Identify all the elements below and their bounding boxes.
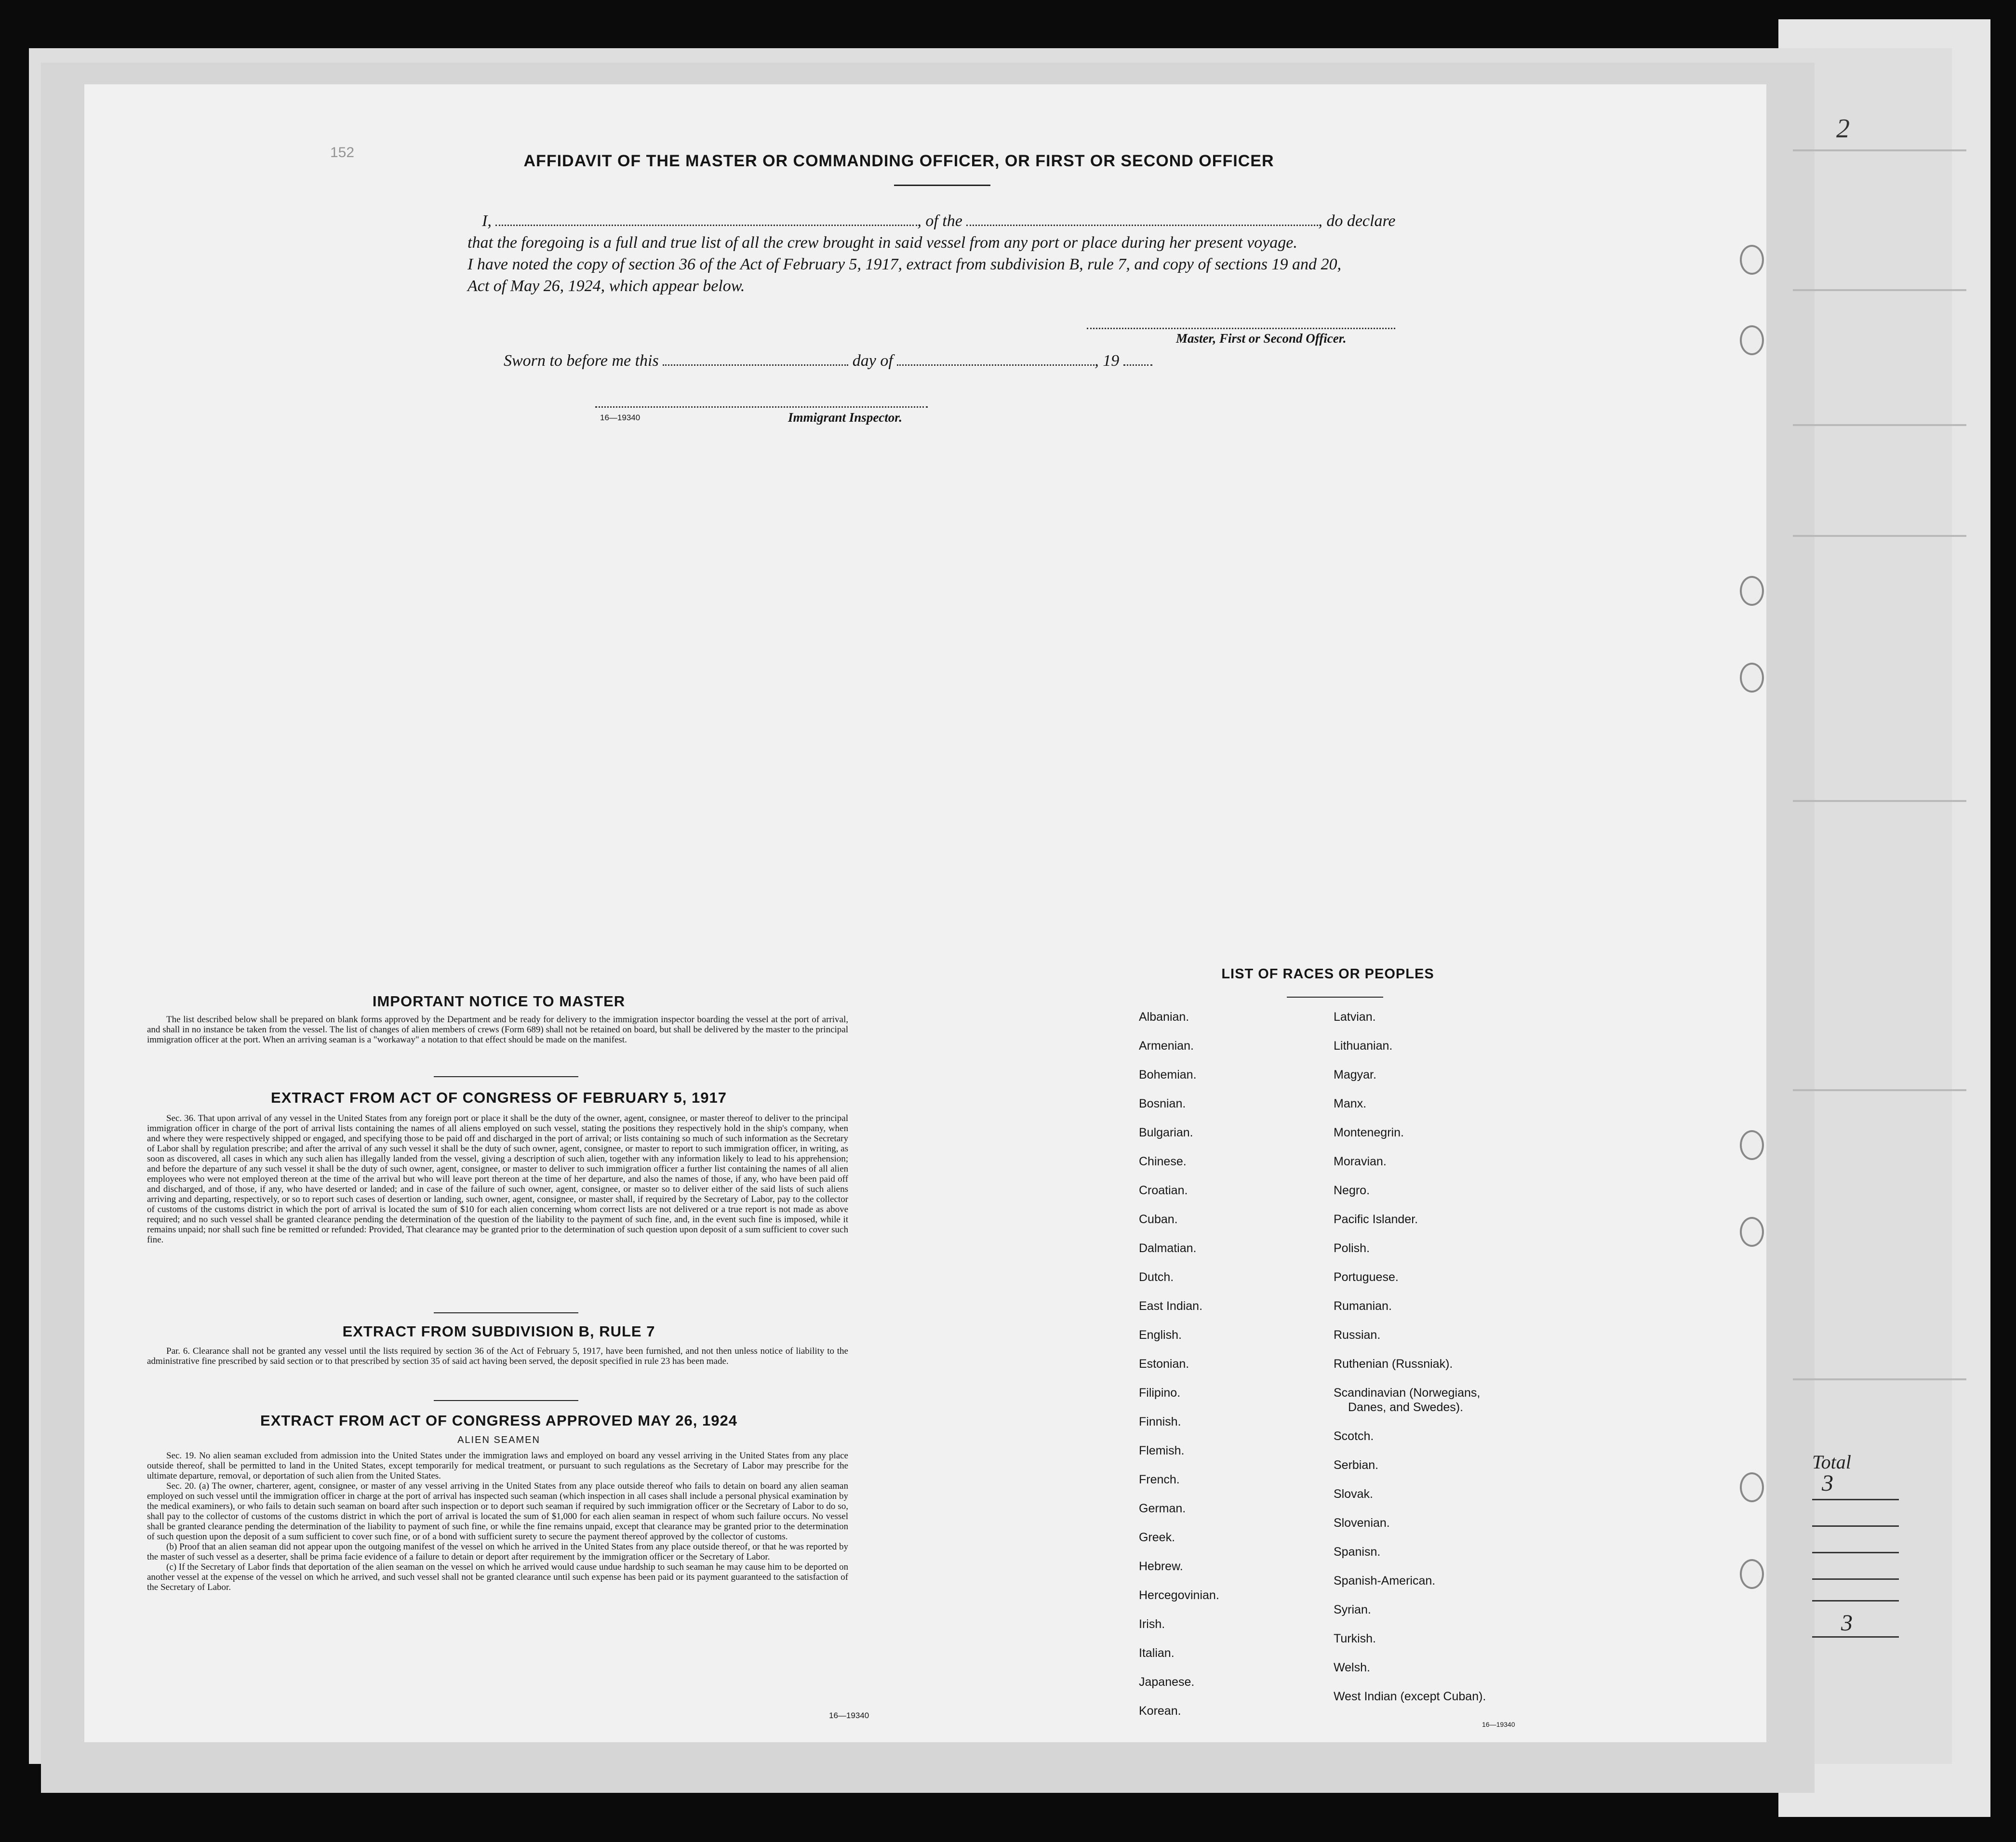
race-item: Danes, and Swedes).: [1348, 1401, 1464, 1414]
name-blank[interactable]: [495, 225, 917, 226]
affidavit-line-4: Act of May 26, 1924, which appear below.: [467, 277, 745, 295]
race-item: Bosnian.: [1139, 1097, 1186, 1110]
race-item: Filipino.: [1139, 1386, 1181, 1400]
race-item: Manx.: [1334, 1097, 1367, 1110]
tally-line: [1812, 1600, 1899, 1602]
race-item: Rumanian.: [1334, 1299, 1392, 1313]
race-item: Dalmatian.: [1139, 1241, 1197, 1255]
race-item: Welsh.: [1334, 1661, 1370, 1674]
form-page: [84, 84, 1766, 1742]
punch-hole: [1740, 325, 1764, 355]
total-value: 3: [1822, 1470, 1833, 1496]
handwritten-page-number: 2: [1836, 114, 1850, 144]
race-item: Armenian.: [1139, 1039, 1194, 1053]
race-item: French.: [1139, 1473, 1180, 1486]
races-column-1: [1139, 1010, 1219, 1733]
section-rule: [434, 1400, 578, 1401]
vessel-blank[interactable]: [966, 225, 1318, 226]
total-label: Total: [1812, 1451, 1851, 1473]
race-item: Albanian.: [1139, 1010, 1189, 1024]
race-item: Dutch.: [1139, 1270, 1174, 1284]
race-item: Hebrew.: [1139, 1560, 1183, 1573]
races-heading: LIST OF RACES OR PEOPLES: [1221, 966, 1434, 982]
race-item: Estonian.: [1139, 1357, 1189, 1371]
race-item: Polish.: [1334, 1241, 1370, 1255]
race-item: Portuguese.: [1334, 1270, 1399, 1284]
race-item: Syrian.: [1334, 1603, 1371, 1616]
race-item: Spanisn.: [1334, 1545, 1381, 1559]
race-item: Russian.: [1334, 1328, 1381, 1342]
race-item: West Indian (except Cuban).: [1334, 1690, 1486, 1703]
master-signature-line[interactable]: [1087, 328, 1395, 329]
race-item: Latvian.: [1334, 1010, 1376, 1024]
punch-hole: [1740, 576, 1764, 606]
race-item: Slovak.: [1334, 1487, 1373, 1501]
race-item: Pacific Islander.: [1334, 1213, 1418, 1226]
affidavit-title: AFFIDAVIT OF THE MASTER OR COMMANDING OFFICER, OR FIRST OR SECOND OFFICER: [523, 152, 1274, 170]
affidavit-line-3: I have noted the copy of section 36 of the Act of February 5, 1917, extract from subdivision B, rule 7, and copy of sections 19 and 20,: [467, 255, 1342, 273]
section-rule: [434, 1312, 578, 1313]
race-item: Finnish.: [1139, 1415, 1181, 1428]
race-item: Irish.: [1139, 1617, 1165, 1631]
race-item: English.: [1139, 1328, 1182, 1342]
race-item: German.: [1139, 1502, 1186, 1515]
month-blank[interactable]: [897, 364, 1095, 366]
punch-hole: [1740, 663, 1764, 693]
tally-line: [1812, 1499, 1899, 1500]
stamp-number: 152: [330, 145, 355, 160]
punch-hole: [1740, 245, 1764, 275]
race-item: Ruthenian (Russniak).: [1334, 1357, 1453, 1371]
race-item: Lithuanian.: [1334, 1039, 1393, 1053]
race-item: Cuban.: [1139, 1213, 1178, 1226]
punch-hole: [1740, 1130, 1764, 1160]
race-item: Croatian.: [1139, 1184, 1188, 1197]
section-rule: [434, 1076, 578, 1077]
notice-text: The list described below shall be prepared on blank forms approved by the Department and be ready for delivery to the immigration inspector boarding the vessel at the port of arrival, and shall in no instance be taken from the vessel. The list of changes of alien members of crews (Form 689) shall not be retained on board, but shall be delivered by the master to the principal immigration officer at the port. When an arriving seaman is a "workaway" a notation to that effect should be made on the manifest.: [147, 1014, 848, 1045]
race-item: Magyar.: [1334, 1068, 1376, 1081]
race-item: Bohemian.: [1139, 1068, 1197, 1081]
extract-rule7-heading: EXTRACT FROM SUBDIVISION B, RULE 7: [342, 1323, 655, 1340]
total-tally: [1812, 1451, 1904, 1653]
total-value: 3: [1841, 1610, 1853, 1636]
affidavit-line-2: that the foregoing is a full and true list of all the crew brought in said vessel from any port or place during her present voyage.: [467, 234, 1297, 252]
race-item: Scotch.: [1334, 1429, 1374, 1443]
race-item: Hercegovinian.: [1139, 1588, 1219, 1602]
race-item: Serbian.: [1334, 1458, 1379, 1472]
punch-hole: [1740, 1472, 1764, 1502]
race-item: East Indian.: [1139, 1299, 1203, 1313]
form-number: 16—19340: [829, 1711, 869, 1720]
inspector-label: Immigrant Inspector.: [788, 410, 903, 425]
form-number: 16—19340: [600, 413, 641, 422]
races-column-2: [1334, 1010, 1486, 1718]
race-item: Slovenian.: [1334, 1516, 1390, 1530]
race-item: Negro.: [1334, 1184, 1370, 1197]
extract-rule7-text: Par. 6. Clearance shall not be granted any vessel until the lists required by section 36 of the Act of February 5, 1917, have been furnished, and not then unless notice of liability to the administrative fine prescribed by said section or to that prescribed by section 35 of said act having been served, the deposit specified in rule 23 has been made.: [147, 1346, 848, 1366]
year-blank[interactable]: [1123, 364, 1152, 366]
race-item: Greek.: [1139, 1531, 1175, 1544]
race-item: Montenegrin.: [1334, 1126, 1404, 1139]
extract-1917-text: Sec. 36. That upon arrival of any vessel in the United States from any foreign port or place it shall be the duty of the owner, agent, consignee, or master thereof to deliver to the principal immigration officer in charge of the port of arrival lists containing the names of all aliens employed on such vessel, stating the positions they respectively hold in the ship's company, when and where they were respectively shipped or engaged, and specifying those to be paid off and discharged in the port of arrival; or lists containing so much of such information as the Secretary of Labor shall by regulation prescribe; and after the arrival of any such vessel it shall be the duty of such owner, agent, consignee, or master to report to such immigration officer, in writing, as soon as discovered, all cases in which any such alien has illegally landed from the vessel, giving a description of such alien, together with any information likely to lead to his apprehension; and before the departure of any such vessel it shall be the duty of such owner, agent, consignee, or master to deliver to such immigration officer a further list containing the names of all alien employees who were not employed thereon at the time of the arrival but who will leave port thereon at the time of her departure, and also the names of those, if any, who have been paid off and discharged, and of those, if any, who have deserted or landed; and in case of the failure of such owner, agent, consignee, or master so to deliver either of the said lists of such aliens arriving and departing, respectively, or so to report such cases of desertion or landing, such owner, agent, consignee, or master shall, if required by the Secretary of Labor, pay to the collector of customs of the customs district in which the port of arrival is located the sum of $10 for each alien concerning whom correct lists are not delivered or a true report is not made as above required; and no such vessel shall be granted clearance pending the determination of the question of the liability to the payment of such fine, and, in the event such fine is imposed, while it remains unpaid; nor shall such fine be remitted or refunded: Provided, That clearance may be granted prior to the determination of such question upon deposit of a sum sufficient to cover such fine.: [147, 1113, 848, 1245]
notice-heading: IMPORTANT NOTICE TO MASTER: [372, 993, 626, 1010]
punch-hole: [1740, 1559, 1764, 1589]
race-item: Flemish.: [1139, 1444, 1185, 1457]
extract-1924-text: Sec. 19. No alien seaman excluded from admission into the United States under the immigration laws and employed on board any vessel arriving in the United States from any place outside thereof, shall be permitted to land in the United States, except temporarily for medical treatment, or pursuant to such regulations as the Secretary of Labor may prescribe for the ultimate departure, removal, or deportation of such alien from the United States. Sec. 20. (a) The owner, charterer, agent, consignee, or master of any vessel arriving in the United States from any place outside thereof who fails to detain on board any alien seaman employed on such vessel until the immigration officer in charge at the port of arrival has inspected such seaman (which inspection in all cases shall include a personal physical examination by the medical examiners), or who fails to detain such seaman on board after such inspection or to deport such seaman if required by such immigration officer or the Secretary of Labor to do so, shall pay to the collector of customs of the customs district in which the port of arrival is located the sum of $1,000 for each alien seaman in respect of whom such failure occurs. No vessel shall be granted clearance pending the determination of the liability to payment of such fine, or while the fine remains unpaid, except that clearance may be granted prior to the determination of such question upon the deposit of a sum sufficient to cover such fine, or of a bond with sufficient surety to secure the payment thereof approved by the collector of customs. (b) Proof that an alien seaman did not appear upon the outgoing manifest of the vessel on which he arrived in the United States from any place outside thereof, or that he was reported by the master of such vessel as a deserter, shall be prima facie evidence of a failure to detain or deport after requirement by the immigration officer or the Secretary of Labor. (c) If the Secretary of Labor finds that deportation of the alien seaman on the vessel on which he arrived would cause undue hardship to such seaman he may cause him to be deported on another vessel at the expense of the vessel on which he arrived, and such vessel shall not be granted clearance until such expense has been paid or its payment guaranteed to the satisfaction of the Secretary of Labor.: [147, 1451, 848, 1592]
tally-line: [1812, 1525, 1899, 1527]
extract-1924-heading: EXTRACT FROM ACT OF CONGRESS APPROVED MAY 26, 1924: [260, 1412, 737, 1429]
race-item: Bulgarian.: [1139, 1126, 1193, 1139]
tally-line: [1812, 1552, 1899, 1553]
race-item: Chinese.: [1139, 1155, 1187, 1168]
master-label: Master, First or Second Officer.: [1176, 331, 1347, 346]
tally-line: [1812, 1636, 1899, 1638]
title-rule: [1287, 997, 1383, 998]
extract-1917-heading: EXTRACT FROM ACT OF CONGRESS OF FEBRUARY 5, 1917: [271, 1089, 727, 1106]
form-number: 16—19340: [1482, 1721, 1515, 1728]
tally-line: [1812, 1578, 1899, 1580]
inspector-signature-line[interactable]: [595, 406, 928, 408]
race-item: Turkish.: [1334, 1632, 1376, 1645]
race-item: Spanish-American.: [1334, 1574, 1436, 1588]
sworn-line: Sworn to before me this day of , 19: [504, 352, 1152, 370]
day-blank[interactable]: [663, 364, 848, 366]
alien-seamen-subheading: ALIEN SEAMEN: [457, 1435, 540, 1445]
affidavit-line-1: I, , of the , do declare: [482, 212, 1396, 230]
race-item: Italian.: [1139, 1646, 1175, 1660]
race-item: Scandinavian (Norwegians,: [1334, 1386, 1481, 1400]
title-rule: [894, 185, 990, 186]
race-item: Japanese.: [1139, 1675, 1195, 1689]
race-item: Korean.: [1139, 1704, 1181, 1718]
punch-hole: [1740, 1217, 1764, 1247]
race-item: Moravian.: [1334, 1155, 1387, 1168]
